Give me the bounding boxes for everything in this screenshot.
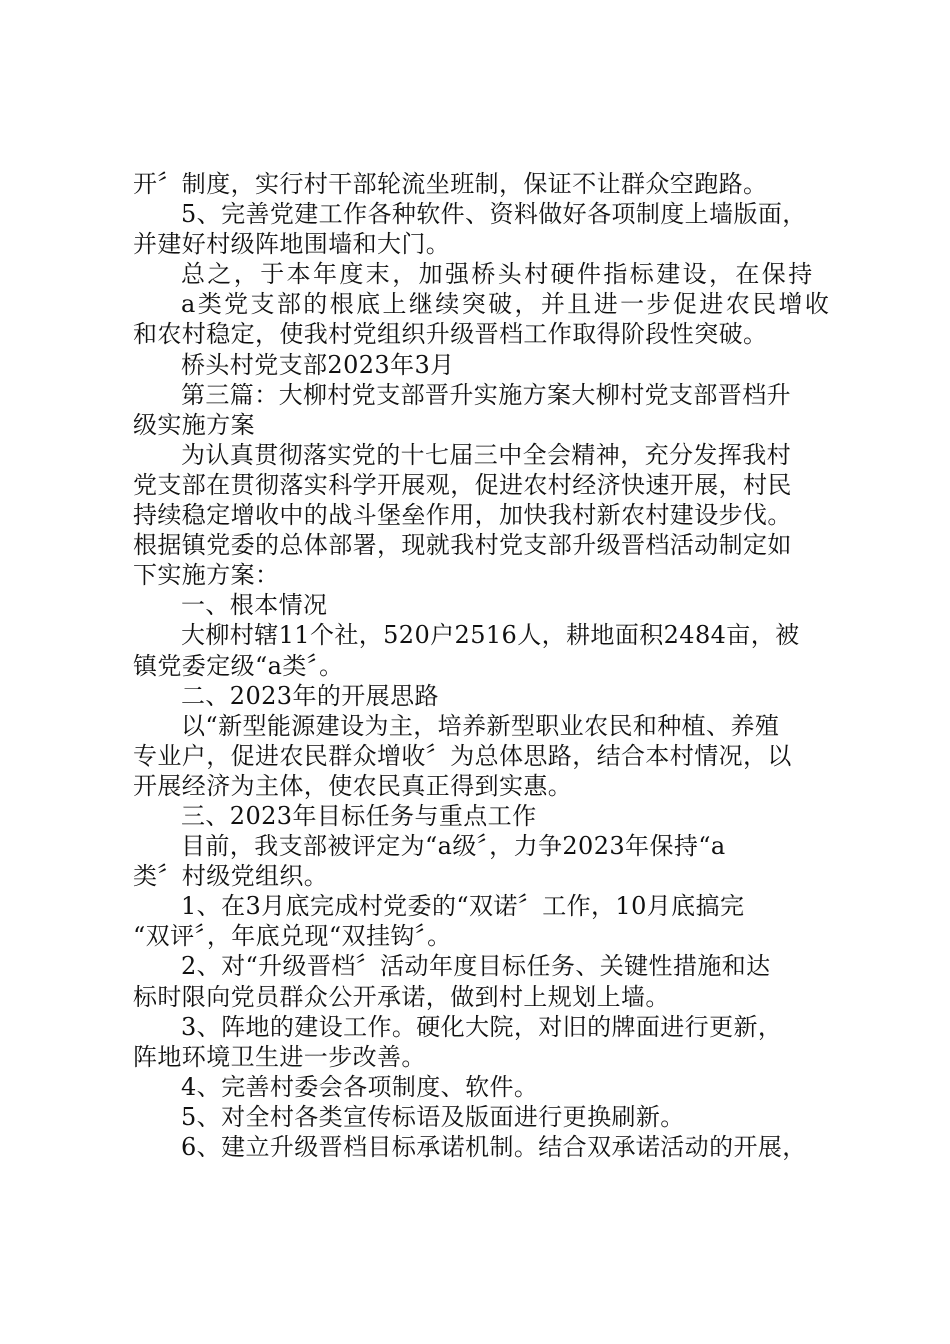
text-line: 以“新型能源建设为主，培养新型职业农民和种植、养殖: [181, 711, 780, 740]
text-line: 总之，于本年度末，加强桥头村硬件指标建设，在保持: [181, 260, 815, 289]
text-line: 持续稳定增收中的战斗堡垒作用，加快我村新农村建设步伐。: [133, 501, 792, 530]
text-line: 根据镇党委的总体部署，现就我村党支部升级晋档活动制定如: [133, 531, 792, 560]
text-line: 开展经济为主体，使农民真正得到实惠。: [133, 771, 573, 800]
text-line: 下实施方案：: [133, 561, 280, 590]
text-line: 党支部在贯彻落实科学开展观，促进农村经济快速开展，村民: [133, 470, 792, 499]
text-line: 目前，我支部被评定为“a级〞，力争2023年保持“a: [181, 832, 726, 861]
text-line: 级实施方案: [133, 410, 255, 439]
text-line: 阵地环境卫生进一步改善。: [133, 1042, 426, 1071]
text-line: 6、建立升级晋档目标承诺机制。结合双承诺活动的开展，: [181, 1133, 807, 1161]
text-line: 开〞制度，实行村干部轮流坐班制，保证不让群众空跑路。: [133, 170, 768, 198]
section-heading: 三、2023年目标任务与重点工作: [181, 801, 537, 830]
section-heading: 二、2023年的开展思路: [181, 681, 439, 710]
text-line: 大柳村辖11个社，520户2516人，耕地面积2484亩，被: [181, 621, 800, 650]
text-line: 类〞村级党组织。: [133, 862, 329, 891]
text-line: 为认真贯彻落实党的十七届三中全会精神，充分发挥我村: [181, 440, 791, 469]
text-line: 1、在3月底完成村党委的“双诺〞工作，10月底搞完: [181, 892, 745, 921]
document-body: [133, 169, 832, 1162]
text-line: 2、对“升级晋档〞活动年度目标任务、关键性措施和达: [181, 952, 771, 981]
text-line: 和农村稳定，使我村党组织升级晋档工作取得阶段性突破。: [133, 320, 768, 349]
section-heading: 一、根本情况: [181, 591, 328, 620]
text-line: 专业户，促进农民群众增收〞为总体思路，结合本村情况，以: [133, 741, 792, 770]
text-line: 3、阵地的建设工作。硬化大院，对旧的牌面进行更新，: [181, 1012, 783, 1041]
text-line: a类党支部的根底上继续突破，并且进一步促进农民增收: [181, 290, 832, 319]
text-line: 第三篇：大柳村党支部晋升实施方案大柳村党支部晋档升: [181, 380, 791, 409]
text-line: 并建好村级阵地围墙和大门。: [133, 230, 451, 259]
text-line: 5、完善党建工作各种软件、资料做好各项制度上墙版面，: [181, 200, 807, 229]
text-line: 桥头村党支部2023年3月: [181, 350, 455, 379]
text-line: 4、完善村委会各项制度、软件。: [181, 1072, 539, 1101]
text-line: “双评〞，年底兑现“双挂钩〞。: [133, 922, 452, 951]
text-line: 镇党委定级“a类〞。: [133, 651, 344, 680]
text-line: 标时限向党员群众公开承诺，做到村上规划上墙。: [133, 982, 670, 1011]
text-line: 5、对全村各类宣传标语及版面进行更换刷新。: [181, 1102, 685, 1131]
